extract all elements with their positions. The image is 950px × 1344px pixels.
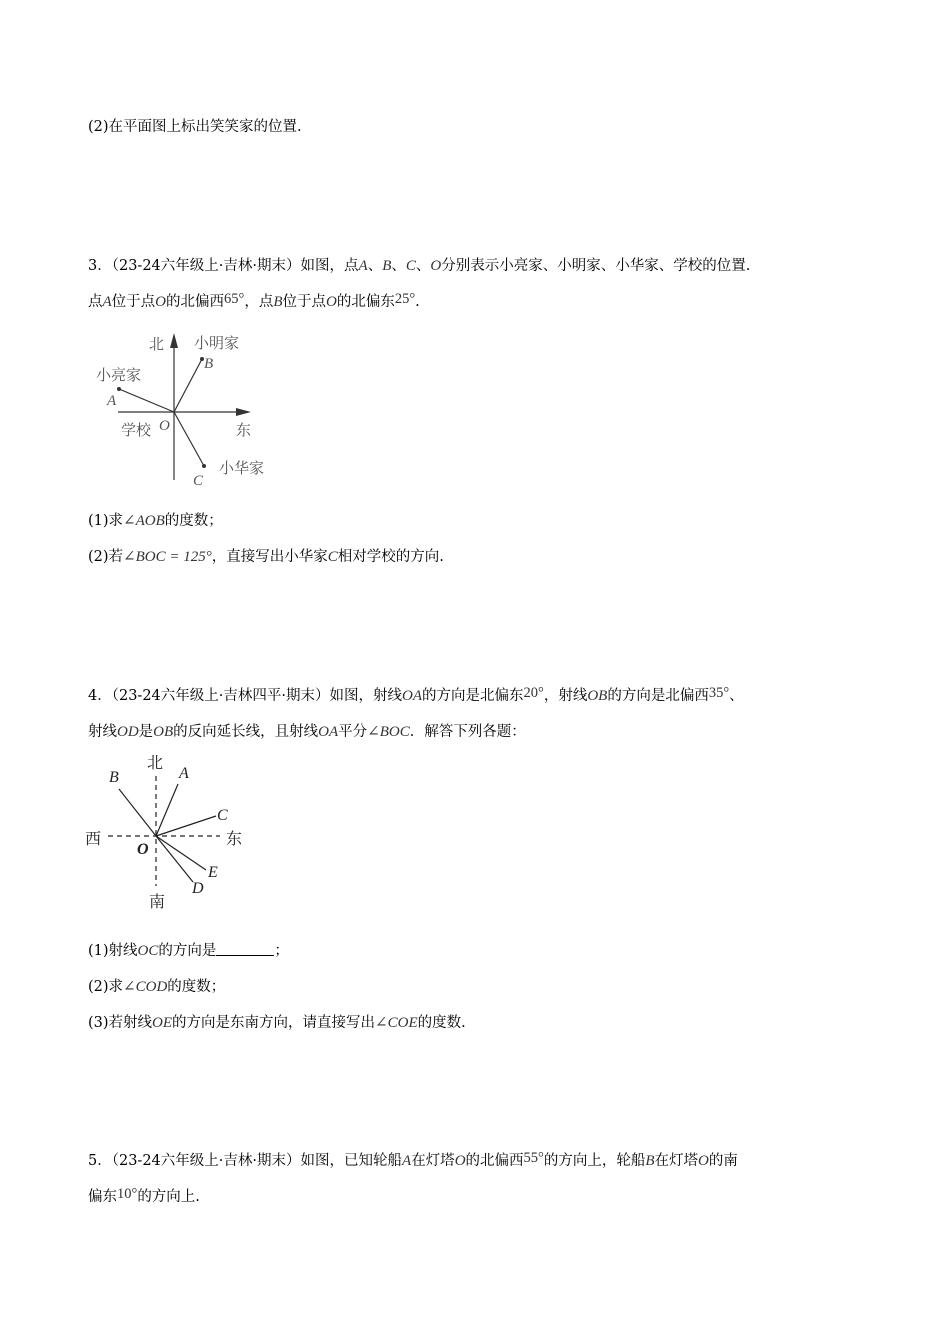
q3-point-o: O (155, 294, 167, 310)
q5-source: （23-24六年级上·吉林·期末） (111, 1153, 301, 1169)
q4-text: 如图，射线 (329, 688, 403, 704)
q4-p1-math: OC (137, 943, 159, 959)
q3-label-a: A (107, 393, 117, 409)
q4-answer-blank[interactable] (216, 941, 274, 956)
q5-text: 如图，已知轮船 (300, 1153, 403, 1169)
q4-label-north: 北 (147, 755, 164, 772)
q4-ray-oa: OA (402, 688, 423, 704)
q3-text: . (415, 294, 420, 310)
q3-label-east: 东 (236, 423, 252, 439)
q5-text: 的南 (708, 1153, 738, 1169)
q5-text: 在灯塔 (654, 1153, 699, 1169)
q3-label-xiaoliang: 小亮家 (96, 368, 142, 384)
q3-text: 位于点 (111, 294, 156, 310)
q4-p1-text: ； (274, 943, 289, 959)
q3-sep: 、 (367, 258, 383, 274)
q4-p2-text: 的度数； (167, 979, 226, 995)
q4-p3-math: OE (152, 1015, 173, 1031)
q5-stem-line1 (88, 1151, 738, 1171)
q5-point-a: A (402, 1153, 412, 1169)
q4-part2 (88, 977, 225, 997)
q3-text: 如图，点 (300, 258, 359, 274)
q3-p2-text: (2)若 (88, 549, 124, 565)
q4-p3-text: (3)若射线 (88, 1015, 153, 1031)
q3-p2-math: C (327, 549, 338, 565)
q4-number: 4． (88, 688, 112, 704)
q3-p1-text: (1)求 (88, 513, 124, 529)
q3-text: 的北偏西 (166, 294, 225, 310)
q5-point-o: O (698, 1153, 709, 1169)
q3-label-c: C (193, 473, 204, 489)
q4-text: ．解答下列各题： (409, 724, 526, 740)
q3-label-b: B (204, 356, 214, 372)
q4-ray-oa: OA (318, 724, 339, 740)
q3-p1-text: 的度数； (164, 513, 223, 529)
q4-label-o: O (137, 841, 149, 858)
q3-point-o: O (430, 258, 442, 274)
q5-text: 在灯塔 (411, 1153, 455, 1169)
q3-label-school: 学校 (121, 423, 152, 439)
q4-p2-math: ∠COD (123, 979, 168, 995)
q5-point-o: O (454, 1153, 466, 1169)
q4-label-c: C (217, 807, 228, 824)
q3-p2-text: 相对学校的方向. (337, 549, 444, 565)
q3-text: 位于点 (282, 294, 326, 310)
q4-label-b: B (109, 769, 119, 786)
q4-text: 平分 (338, 724, 368, 740)
q3-point-c: C (405, 258, 416, 274)
q5-text: 的方向上，轮船 (543, 1153, 646, 1169)
q4-p1-text: (1)射线 (88, 943, 138, 959)
q5-angle-55: 55° (523, 1150, 544, 1166)
q4-ray-ob: OB (587, 688, 608, 704)
q3-point-b: B (273, 294, 283, 310)
q4-p1-text: 的方向是 (158, 943, 217, 959)
q3-label-north: 北 (149, 337, 165, 353)
q4-ray-ob: OB (153, 724, 174, 740)
q3-text: ，点 (244, 294, 274, 310)
q3-p1-math: ∠AOB (123, 513, 165, 529)
q5-stem-line2 (88, 1187, 200, 1207)
q4-ray-e (156, 836, 206, 870)
q4-text: 的方向是北偏东 (422, 688, 524, 704)
q3-p2-math: ∠BOC = 125° (123, 549, 212, 565)
q3-label-o: O (159, 418, 170, 434)
q4-label-a: A (179, 765, 189, 782)
q4-text: 、 (729, 688, 744, 704)
q4-p2-text: (2)求 (88, 979, 124, 995)
q5-text: 偏东 (88, 1189, 117, 1205)
q4-text: 射线 (88, 724, 117, 740)
q4-ray-c (156, 816, 216, 836)
q4-text: 的反向延长线，且射线 (173, 724, 319, 740)
q3-point-a: A (102, 294, 112, 310)
q3-text: 点 (88, 294, 103, 310)
q4-angle-20: 20° (523, 685, 544, 701)
q4-ray-d (156, 836, 193, 882)
q3-source: （23-24六年级上·吉林·期末） (111, 258, 301, 274)
q3-text: 分别表示小亮家、小明家、小华家、学校的位置. (441, 258, 751, 274)
q3-point-o: O (326, 294, 337, 310)
q4-p3-text: 的方向是东南方向，请直接写出 (172, 1015, 376, 1031)
q4-label-west: 西 (85, 831, 102, 848)
q3-label-xiaohua: 小华家 (219, 461, 265, 477)
q4-text: ，射线 (543, 688, 588, 704)
q4-label-d: D (192, 880, 204, 897)
q4-angle-35: 35° (708, 685, 730, 701)
q5-point-b: B (645, 1153, 655, 1169)
q3-angle-25: 25° (394, 291, 416, 307)
q4-label-e: E (208, 864, 218, 881)
q4-text: 是 (138, 724, 154, 740)
q4-ray-a (156, 784, 178, 836)
q4-label-south: 南 (149, 894, 166, 911)
q4-part3 (88, 1013, 466, 1033)
q3-angle-65: 65° (224, 291, 245, 307)
q4-ray-b (119, 789, 156, 836)
q5-angle-10: 10° (117, 1186, 138, 1202)
q3-p2-text: ，直接写出小华家 (211, 549, 328, 565)
q5-text: 的方向上. (137, 1189, 200, 1205)
q3-point-a: A (358, 258, 368, 274)
q5-number: 5． (88, 1153, 112, 1169)
q4-ray-od: OD (117, 724, 139, 740)
q3-point-b: B (382, 258, 392, 274)
q4-source: （23-24六年级上·吉林四平·期末） (111, 688, 330, 704)
q3-sep: 、 (415, 258, 431, 274)
q4-part1 (88, 941, 289, 961)
q4-text: 的方向是北偏西 (607, 688, 709, 704)
q3-text: 的北偏东 (336, 294, 395, 310)
q4-angle-boc: ∠BOC (367, 724, 410, 740)
q4-p3-math: ∠COE (375, 1015, 418, 1031)
q4-label-east: 东 (226, 831, 243, 848)
q5-text: 的北偏西 (465, 1153, 524, 1169)
q4-p3-text: 的度数. (417, 1015, 466, 1031)
q2-part2-text: (2)在平面图上标出笑笑家的位置. (88, 119, 302, 135)
q3-sep: 、 (391, 258, 406, 274)
q3-label-xiaoming: 小明家 (194, 336, 240, 352)
q3-number: 3． (88, 258, 112, 274)
